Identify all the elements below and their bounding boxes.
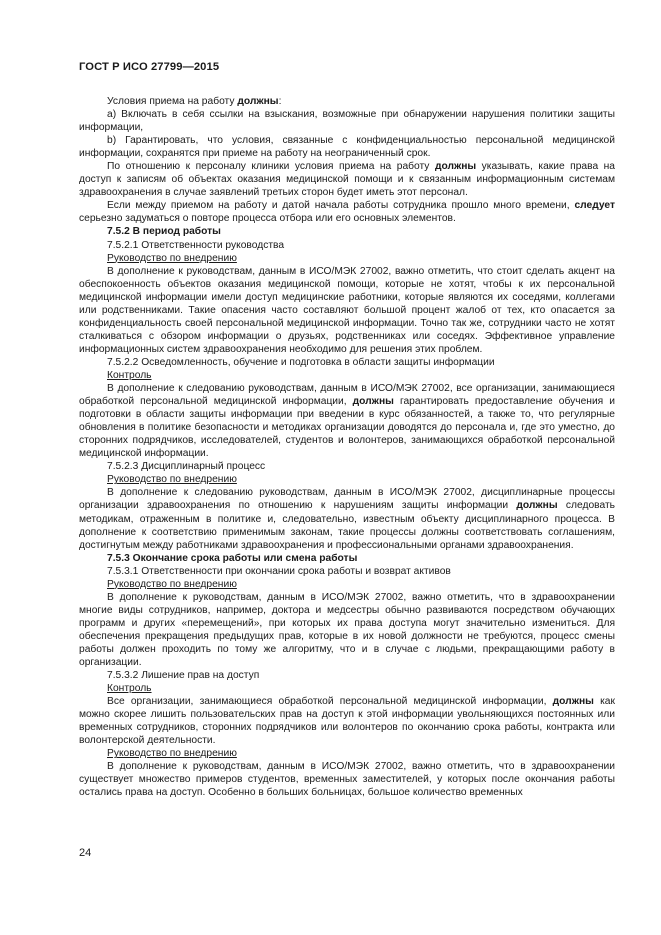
paragraph: b) Гарантировать, что условия, связанные с конфиденциальностью персональной медицинской информации, сохранятся при приеме на работу на неограниченный срок. <box>79 135 615 160</box>
paragraph: По отношению к персоналу клиники условия приема на работу должны указывать, какие права на доступ к записям об объектах оказания медицинской помощи и к связанным информационным системам здравоохранения в случае заявлений третьих сторон будет иметь этот персонал. <box>79 161 616 199</box>
paragraph: В дополнение к руководствам, данным в ИСО/МЭК 27002, важно отметить, что в здравоохранении существует множество примеров студентов, временных заместителей, у которых после окончания работы остались права на доступ. Особенно в больших больницах, большое количество временных <box>79 761 615 799</box>
section-heading: 7.5.3 Окончание срока работы или смена работы <box>107 552 358 564</box>
control-label: Контроль <box>107 369 152 381</box>
page-number: 24 <box>79 847 92 859</box>
subsection-heading: 7.5.2.3 Дисциплинарный процесс <box>107 461 266 473</box>
document-header: ГОСТ Р ИСО 27799—2015 <box>79 61 220 73</box>
guidance-label: Руководство по внедрению <box>107 474 237 486</box>
paragraph: Все организации, занимающиеся обработкой персональной медицинской информации, должны как можно скорее лишить пользовательских прав на доступ к этой информации увольняющихся постоянных или временных сотрудников, сторонних подрядчиков или волонтеров по окончанию срока работы, контракта или волонтерской деятельности. <box>79 696 615 747</box>
paragraph: Условия приема на работу должны: <box>107 96 282 107</box>
subsection-heading: 7.5.3.2 Лишение прав на доступ <box>107 670 260 682</box>
guidance-label: Руководство по внедрению <box>107 578 237 590</box>
document-body <box>79 95 615 800</box>
guidance-label: Руководство по внедрению <box>107 748 237 760</box>
section-heading: 7.5.2 В период работы <box>107 226 221 238</box>
control-label: Контроль <box>107 683 152 695</box>
subsection-heading: 7.5.2.1 Ответственности руководства <box>107 239 285 251</box>
subsection-heading: 7.5.3.1 Ответственности при окончании срока работы и возврат активов <box>107 565 451 577</box>
paragraph: Если между приемом на работу и датой начала работы сотрудника прошло много времени, следует серьезно задуматься о повторе процесса отбора или его основных элементов. <box>79 200 615 225</box>
subsection-heading: 7.5.2.2 Осведомленность, обучение и подготовка в области защиты информации <box>107 356 495 368</box>
paragraph: а) Включать в себя ссылки на взыскания, возможные при обнаружении нарушения политики защиты информации, <box>79 109 615 134</box>
guidance-label: Руководство по внедрению <box>107 252 237 264</box>
paragraph: В дополнение к следованию руководствам, данным в ИСО/МЭК 27002, все организации, занимающиеся обработкой персональной медицинской информации, должны гарантировать предоставление обучения и подготовки в области защиты информации при введении в курс обязанностей, а также то, что регулярные обновления в политике безопасности и методиках организации доводятся до персонала и, где это уместно, до сторонних подрядчиков, исследователей, студентов и волонтеров, занимающихся обработкой персональной медицинской информации. <box>79 383 615 460</box>
paragraph: В дополнение к руководствам, данным в ИСО/МЭК 27002, важно отметить, что в здравоохранении многие виды сотрудников, например, доктора и медсестры обычно развиваются посредством обучающих программ и других «перемещений», при которых их права доступа могут значительно измениться. Для обеспечения прекращения предыдущих прав, которые в их новой должности не требуются, процесс смены работы должен проходить по тому же алгоритму, что и в случае с людьми, прекращающими работу в организации. <box>79 591 615 669</box>
paragraph: В дополнение к руководствам, данным в ИСО/МЭК 27002, важно отметить, что стоит сделать акцент на обеспокоенность объектов оказания медицинской помощи, которые не хотят, чтобы к их персональной медицинской информации имели доступ медицинские работники, которые являются их соседями, коллегами или родственниками. Такие опасения часто составляют большой процент жалоб от тех, кто опасается за конфиденциальность своей персональной медицинской информации. Точно так же, сотрудники часто не хотят сталкиваться с обзором информации о друзьях, родственниках или соседях. Эффективное управление информационных систем здравоохранения необходимо для решения этих проблем. <box>79 265 615 355</box>
paragraph: В дополнение к следованию руководствам, данным в ИСО/МЭК 27002, дисциплинарные процессы организации здравоохранения по отношению к нарушениям защиты информации должны следовать методикам, отраженным в политике и, следовательно, известным объекту дисциплинарного процесса. В дополнение к соответствию применимым законам, такие процессы должны соответствовать соглашениям, достигнутым между работниками здравоохранения и профессиональными органами здравоохранения. <box>79 487 615 551</box>
